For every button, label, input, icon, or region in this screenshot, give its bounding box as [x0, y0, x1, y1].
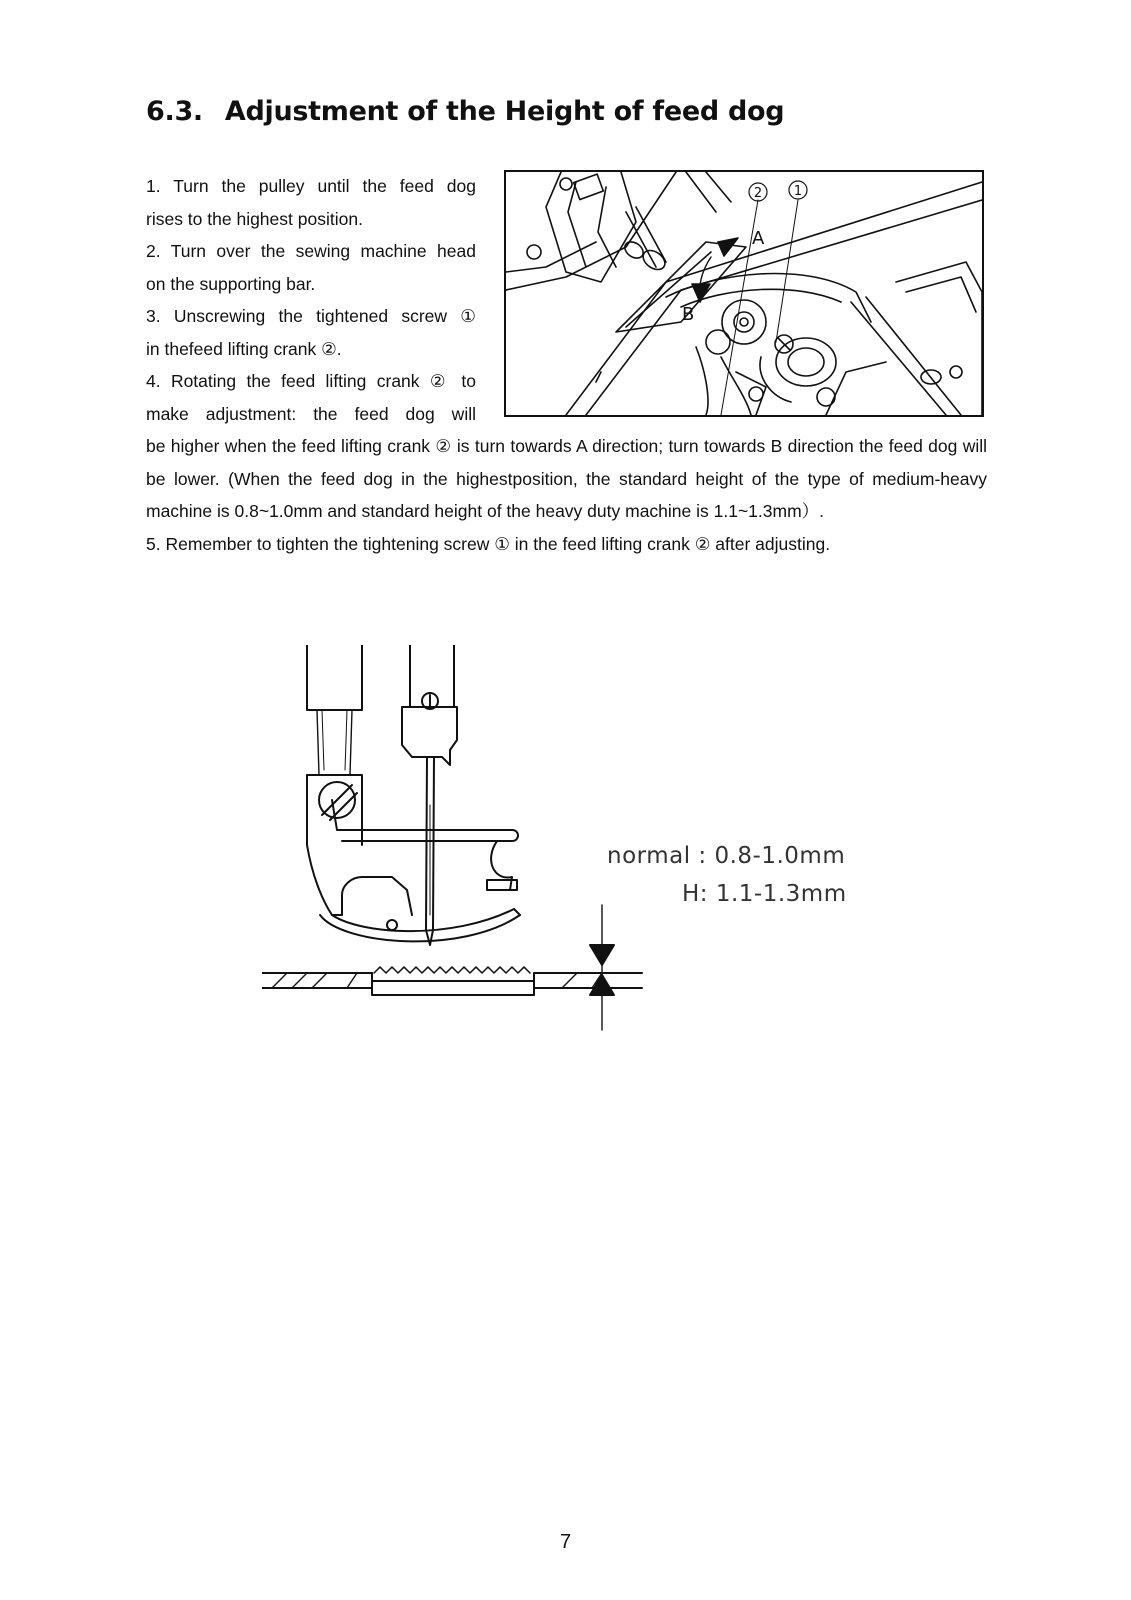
direction-b-label: B — [682, 304, 695, 325]
spec-normal-height: normal : 0.8-1.0mm — [607, 843, 846, 869]
intro-steps — [146, 170, 476, 430]
step-1-line-1: 1. Turn the pulley until the feed dog — [146, 176, 476, 196]
section-title: Adjustment of the Height of feed dog — [224, 96, 785, 127]
feed-dog-height-diagram — [262, 645, 662, 1040]
step-4-line-1: 4. Rotating the feed lifting crank ② to — [146, 371, 476, 391]
step-3-line-2: in thefeed lifting crank ②. — [146, 338, 342, 359]
step-2-line-1: 2. Turn over the sewing machine head — [146, 241, 476, 261]
step-1-line-2: rises to the highest position. — [146, 208, 363, 229]
section-number: 6.3. — [146, 96, 203, 127]
spec-heavy-height: H: 1.1-1.3mm — [682, 881, 847, 907]
feed-lifting-crank-illustration — [504, 170, 984, 417]
step-3-line-1: 3. Unscrewing the tightened screw ① — [146, 306, 476, 326]
svg-text:2: 2 — [753, 186, 763, 201]
step-4-continued: be higher when the feed lifting crank ② is turn towards A direction; turn towards B direction the feed dog will be lower. (When the feed dog in the highestposition, the standard height of the type of medium-heavy machine is 0.8~1.0mm and standard height of the heavy duty machine is 1.1~1.3mm）. — [146, 436, 987, 521]
continued-steps — [146, 430, 987, 560]
page-number: 7 — [559, 1531, 572, 1553]
direction-a-label: A — [752, 228, 765, 249]
svg-text:1: 1 — [793, 184, 803, 199]
step-4-line-2: make adjustment: the feed dog will — [146, 403, 476, 424]
step-5: 5. Remember to tighten the tightening screw ① in the feed lifting crank ② after adjusting. — [146, 533, 831, 554]
section-heading — [146, 96, 784, 127]
step-2-line-2: on the supporting bar. — [146, 273, 316, 294]
